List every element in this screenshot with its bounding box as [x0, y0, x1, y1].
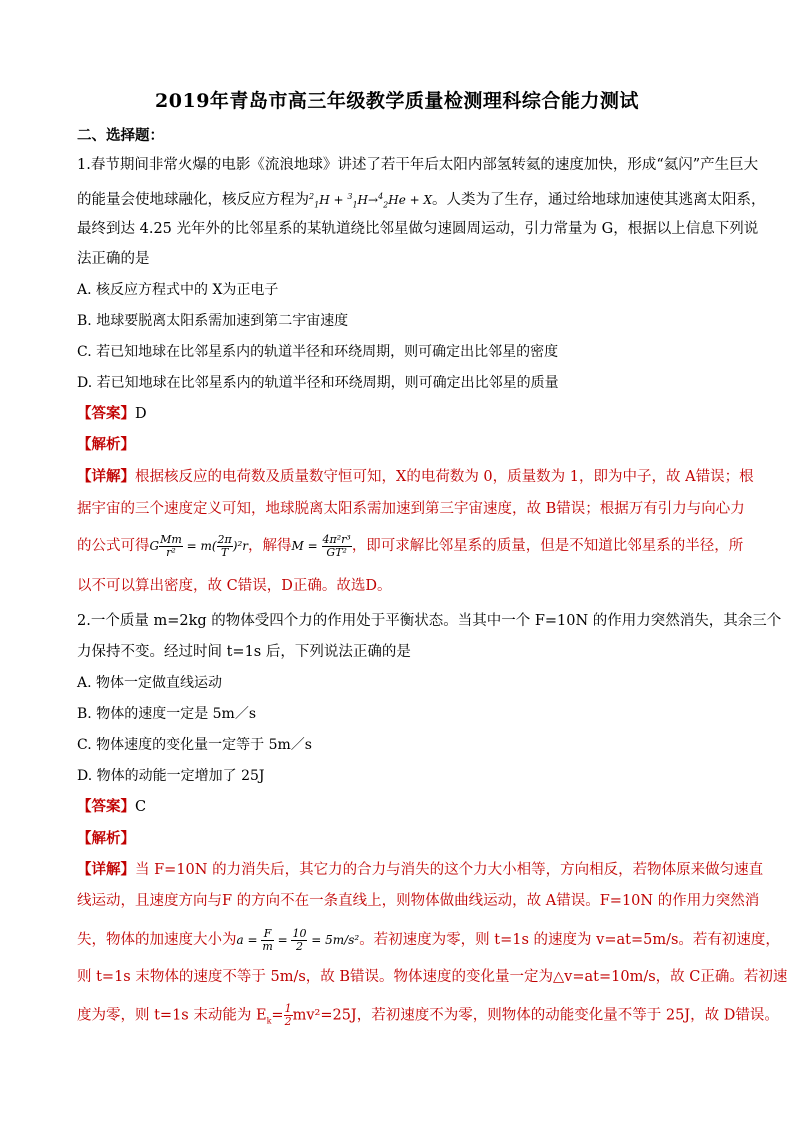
q1-stem-line-4: 法正确的是: [77, 251, 150, 267]
q2-detail-line-3: 失，物体的加速度大小为a = $\frac{F}{m}$ = $\frac{10}{2}$ = 5m/s²。若初速度为零，则 t=1s 的速度为 v=at=5m/s。若有初速度，: [77, 927, 780, 953]
q2-option-b: B. 物体的速度一定是 5m／s: [77, 706, 257, 722]
q1-option-d: D. 若已知地球在比邻星系内的轨道半径和环绕周期，则可确定出比邻星的质量: [77, 375, 559, 391]
q1-answer: 【答案】D: [77, 405, 147, 422]
q2-detail-line-2: 线运动，且速度方向与F 的方向不在一条直线上，则物体做曲线运动，故 A错误。F=10N 的作用力突然消: [77, 893, 760, 909]
q1-detail-line-3: 的公式可得G $\frac{Mm}{\text{r²}}$ = m( $\frac{2\pi}{T}$ )²r，解得M = $\frac{\text{4π²r³}}{\text{GT²}}$ ，即可求解比邻星系的质量，但是不知道比邻星系的半径，所: [77, 533, 744, 559]
q1-analysis-tag: 【解析】: [77, 436, 135, 453]
q2-detail-line-4: 则 t=1s 末物体的速度不等于 5m/s，故 B错误。物体速度的变化量一定为△v=at=10m/s，故 C正确。若初速: [77, 969, 788, 985]
page-title: 2019年青岛市高三年级教学质量检测理科综合能力测试: [155, 90, 639, 112]
q1-detail-line-4: 以不可以算出密度，故 C错误，D正确。故选D。: [77, 578, 392, 594]
q1-nuclear-equation: $^2_1$H + $^3_1$H→$^4_2$He + X: [309, 192, 433, 210]
q1-gravitation-equation: G $\frac{Mm}{\text{r²}}$ = m( $\frac{2\pi}{T}$ )²r: [149, 533, 249, 559]
q1-stem-line-3: 最终到达 4.25 光年外的比邻星系的某轨道绕比邻星做匀速圆周运动，引力常量为 G，根据以上信息下列说: [77, 221, 759, 237]
q2-option-c: C. 物体速度的变化量一定等于 5m／s: [77, 737, 312, 753]
q2-answer: 【答案】C: [77, 798, 147, 815]
q2-option-d: D. 物体的动能一定增加了 25J: [77, 768, 265, 784]
q2-stem-line-2: 力保持不变。经过时间 t=1s 后，下列说法正确的是: [77, 644, 411, 660]
q1-option-a: A. 核反应方程式中的 X为正电子: [77, 282, 279, 298]
q1-detail-line-2: 据宇宙的三个速度定义可知，地球脱离太阳系需加速到第三宇宙速度，故 B错误；根据万有引力与向心力: [77, 501, 745, 517]
q1-mass-equation: M = $\frac{\text{4π²r³}}{\text{GT²}}$: [291, 533, 351, 559]
q1-option-b: B. 地球要脱离太阳系需加速到第二宇宙速度: [77, 313, 349, 329]
q2-detail-line-1: 【详解】当 F=10N 的力消失后，其它力的合力与消失的这个力大小相等，方向相反，若物体原来做匀速直: [77, 861, 764, 878]
q1-stem-line-1: 1.春节期间非常火爆的电影《流浪地球》讲述了若干年后太阳内部氢转氦的速度加快，形成“氦闪”产生巨大: [77, 157, 759, 173]
q1-detail-line-1: 【详解】根据核反应的电荷数及质量数守恒可知，X的电荷数为 0，质量数为 1，即为中子，故 A错误；根: [77, 468, 754, 485]
q1-stem-line-2: 的能量会使地球融化，核反应方程为$^2_1$H + $^3_1$H→$^4_2$He + X。人类为了生存，通过给地球加速使其逃离太阳系，: [77, 192, 766, 210]
section-heading: 二、选择题：: [77, 127, 164, 144]
q2-acceleration-equation: a = $\frac{F}{m}$ = $\frac{10}{2}$ = 5m/s²: [236, 927, 360, 953]
q2-stem-line-1: 2.一个质量 m=2kg 的物体受四个力的作用处于平衡状态。当其中一个 F=10N 的作用力突然消失，其余三个: [77, 613, 782, 629]
q2-analysis-tag: 【解析】: [77, 830, 135, 847]
q2-option-a: A. 物体一定做直线运动: [77, 675, 223, 691]
q2-detail-line-5: 度为零，则 t=1s 末动能为 $E_k=$ $\frac{1}{2}$ mv²=25J，若初速度不为零，则物体的动能变化量不等于 25J，故 D错误。: [77, 1002, 779, 1028]
q1-option-c: C. 若已知地球在比邻星系内的轨道半径和环绕周期，则可确定出比邻星的密度: [77, 344, 559, 360]
